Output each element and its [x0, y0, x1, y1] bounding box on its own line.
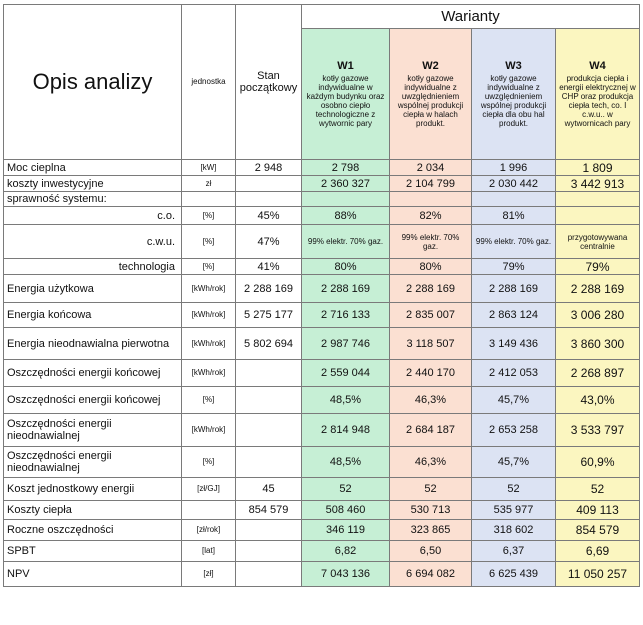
row-w3-value: 318 602	[472, 520, 556, 541]
row-stan-value	[236, 360, 302, 387]
row-w4-value: 3 860 300	[556, 328, 640, 360]
row-unit: [kWh/rok]	[182, 414, 236, 447]
variant-w1-header	[302, 29, 390, 160]
row-label: Oszczędności energii końcowej	[4, 387, 182, 414]
row-w1-value: 7 043 136	[302, 562, 390, 587]
row-label: Energia nieodnawialna pierwotna	[4, 328, 182, 360]
row-w3-value: 99% elektr. 70% gaz.	[472, 225, 556, 259]
row-label: Energia końcowa	[4, 303, 182, 328]
row-stan-value	[236, 447, 302, 478]
variant-desc: kotły gazowe indywidualne z uwzględnieniem wspólnej produkcji ciepła w halach produkt.	[397, 74, 464, 128]
row-stan-value: 5 275 177	[236, 303, 302, 328]
row-w4-value: 79%	[556, 259, 640, 275]
row-w1-value: 6,82	[302, 541, 390, 562]
row-stan-value	[236, 562, 302, 587]
row-w1-value: 2 559 044	[302, 360, 390, 387]
table-row	[4, 207, 640, 225]
row-w1-value: 88%	[302, 207, 390, 225]
row-w2-value: 82%	[390, 207, 472, 225]
row-w3-value: 6 625 439	[472, 562, 556, 587]
row-w2-value: 323 865	[390, 520, 472, 541]
row-label: Energia użytkowa	[4, 275, 182, 303]
row-w4-value: 6,69	[556, 541, 640, 562]
row-w4-value: 854 579	[556, 520, 640, 541]
row-w4-value: 52	[556, 478, 640, 501]
row-unit: [zł]	[182, 562, 236, 587]
table-row	[4, 275, 640, 303]
row-label: Oszczędności energii końcowej	[4, 360, 182, 387]
row-label: c.w.u.	[4, 225, 182, 259]
row-w4-value: 1 809	[556, 160, 640, 176]
row-w2-value: 2 034	[390, 160, 472, 176]
row-w1-value: 2 716 133	[302, 303, 390, 328]
row-w3-value: 2 653 258	[472, 414, 556, 447]
row-w1-value: 48,5%	[302, 447, 390, 478]
row-w4-value	[556, 192, 640, 207]
row-w2-value: 2 835 007	[390, 303, 472, 328]
row-unit: [%]	[182, 387, 236, 414]
row-w4-value: 3 442 913	[556, 176, 640, 192]
row-w2-value: 2 684 187	[390, 414, 472, 447]
table-row	[4, 259, 640, 275]
row-label: Roczne oszczędności	[4, 520, 182, 541]
row-label: Koszt jednostkowy energii	[4, 478, 182, 501]
row-w4-value: 2 268 897	[556, 360, 640, 387]
table-row	[4, 360, 640, 387]
row-w4-value: 11 050 257	[556, 562, 640, 587]
row-stan-value	[236, 520, 302, 541]
variant-desc: produkcja ciepła i energii elektrycznej w CHP oraz produkcja ciepła tech, co. I c.w.u.. w wytwornicach pary	[559, 74, 636, 128]
table-row	[4, 160, 640, 176]
row-label: Oszczędności energii nieodnawialnej	[4, 447, 182, 478]
row-w1-value: 2 814 948	[302, 414, 390, 447]
row-w2-value: 2 104 799	[390, 176, 472, 192]
table-row	[4, 541, 640, 562]
row-label: SPBT	[4, 541, 182, 562]
table-row	[4, 387, 640, 414]
table-row	[4, 225, 640, 259]
unit-header: jednostka	[182, 5, 236, 160]
row-w3-value: 2 288 169	[472, 275, 556, 303]
row-stan-value: 2 948	[236, 160, 302, 176]
row-unit: [kWh/rok]	[182, 303, 236, 328]
row-w2-value: 80%	[390, 259, 472, 275]
table-row	[4, 520, 640, 541]
row-w4-value: 3 533 797	[556, 414, 640, 447]
row-w2-value: 530 713	[390, 501, 472, 520]
row-unit	[182, 192, 236, 207]
row-w2-value: 6,50	[390, 541, 472, 562]
row-w1-value: 346 119	[302, 520, 390, 541]
row-w4-value: przygotowywana centralnie	[556, 225, 640, 259]
row-w1-value: 2 360 327	[302, 176, 390, 192]
variant-code: W1	[337, 60, 354, 72]
row-w3-value: 1 996	[472, 160, 556, 176]
row-stan-value	[236, 387, 302, 414]
row-label: technologia	[4, 259, 182, 275]
row-w1-value: 2 288 169	[302, 275, 390, 303]
row-w4-value: 3 006 280	[556, 303, 640, 328]
row-w2-value: 52	[390, 478, 472, 501]
row-w2-value: 6 694 082	[390, 562, 472, 587]
row-label: c.o.	[4, 207, 182, 225]
row-w3-value: 6,37	[472, 541, 556, 562]
row-w1-value: 508 460	[302, 501, 390, 520]
row-unit: [zł/GJ]	[182, 478, 236, 501]
variant-code: W3	[505, 60, 522, 72]
row-w4-value	[556, 207, 640, 225]
table-row	[4, 328, 640, 360]
analysis-table	[3, 4, 640, 587]
row-stan-value: 45%	[236, 207, 302, 225]
row-stan-value: 2 288 169	[236, 275, 302, 303]
row-stan-value	[236, 192, 302, 207]
row-w4-value: 43,0%	[556, 387, 640, 414]
row-stan-value: 47%	[236, 225, 302, 259]
row-w3-value	[472, 192, 556, 207]
row-w1-value: 99% elektr. 70% gaz.	[302, 225, 390, 259]
row-w1-value	[302, 192, 390, 207]
row-unit: [kWh/rok]	[182, 275, 236, 303]
row-unit: [%]	[182, 225, 236, 259]
row-label: koszty inwestycyjne	[4, 176, 182, 192]
table-row	[4, 501, 640, 520]
row-unit: [kWh/rok]	[182, 328, 236, 360]
row-label: Koszty ciepła	[4, 501, 182, 520]
row-unit: zł	[182, 176, 236, 192]
row-stan-value	[236, 176, 302, 192]
table-row	[4, 447, 640, 478]
row-w3-value: 81%	[472, 207, 556, 225]
row-w3-value: 45,7%	[472, 447, 556, 478]
row-w3-value: 52	[472, 478, 556, 501]
row-unit: [kW]	[182, 160, 236, 176]
row-unit: [%]	[182, 207, 236, 225]
row-w4-value: 2 288 169	[556, 275, 640, 303]
variant-code: W2	[422, 60, 439, 72]
variant-w2-header	[390, 29, 472, 160]
row-w3-value: 45,7%	[472, 387, 556, 414]
row-unit: [zł/rok]	[182, 520, 236, 541]
row-stan-value	[236, 541, 302, 562]
row-stan-value: 854 579	[236, 501, 302, 520]
row-w3-value: 3 149 436	[472, 328, 556, 360]
stan-header: Stan początkowy	[236, 5, 302, 160]
table-row	[4, 478, 640, 501]
row-w2-value: 2 440 170	[390, 360, 472, 387]
row-stan-value: 41%	[236, 259, 302, 275]
row-w1-value: 2 798	[302, 160, 390, 176]
row-w2-value: 46,3%	[390, 447, 472, 478]
table-row	[4, 303, 640, 328]
row-unit: [kWh/rok]	[182, 360, 236, 387]
variant-w3-header	[472, 29, 556, 160]
row-label: Oszczędności energii nieodnawialnej	[4, 414, 182, 447]
row-stan-value: 5 802 694	[236, 328, 302, 360]
row-w4-value: 60,9%	[556, 447, 640, 478]
row-unit: [lat]	[182, 541, 236, 562]
row-unit: [%]	[182, 447, 236, 478]
row-label: Moc cieplna	[4, 160, 182, 176]
row-w1-value: 48,5%	[302, 387, 390, 414]
row-w3-value: 535 977	[472, 501, 556, 520]
row-label: NPV	[4, 562, 182, 587]
table-row	[4, 414, 640, 447]
table-title: Opis analizy	[4, 5, 182, 160]
variant-w4-header	[556, 29, 640, 160]
row-w2-value: 46,3%	[390, 387, 472, 414]
row-unit	[182, 501, 236, 520]
row-w2-value: 2 288 169	[390, 275, 472, 303]
row-w3-value: 79%	[472, 259, 556, 275]
row-w3-value: 2 412 053	[472, 360, 556, 387]
row-w4-value: 409 113	[556, 501, 640, 520]
row-label: sprawność systemu:	[4, 192, 182, 207]
row-w2-value: 3 118 507	[390, 328, 472, 360]
table-row	[4, 192, 640, 207]
row-w1-value: 2 987 746	[302, 328, 390, 360]
row-stan-value: 45	[236, 478, 302, 501]
row-w3-value: 2 030 442	[472, 176, 556, 192]
variant-desc: kotły gazowe indywidualne w każdym budynku oraz osobno ciepło technologiczne z wytwornic pary	[306, 74, 385, 128]
row-stan-value	[236, 414, 302, 447]
table-row	[4, 176, 640, 192]
row-w3-value: 2 863 124	[472, 303, 556, 328]
row-w2-value: 99% elektr. 70% gaz.	[390, 225, 472, 259]
row-w1-value: 80%	[302, 259, 390, 275]
row-w2-value	[390, 192, 472, 207]
row-w1-value: 52	[302, 478, 390, 501]
row-unit: [%]	[182, 259, 236, 275]
variant-code: W4	[589, 60, 606, 72]
variant-desc: kotły gazowe indywidualne z uwzględnieniem wspólnej produkcji ciepła dla obu hal produkt.	[480, 74, 547, 128]
warianty-header: Warianty	[302, 5, 640, 29]
table-row	[4, 562, 640, 587]
